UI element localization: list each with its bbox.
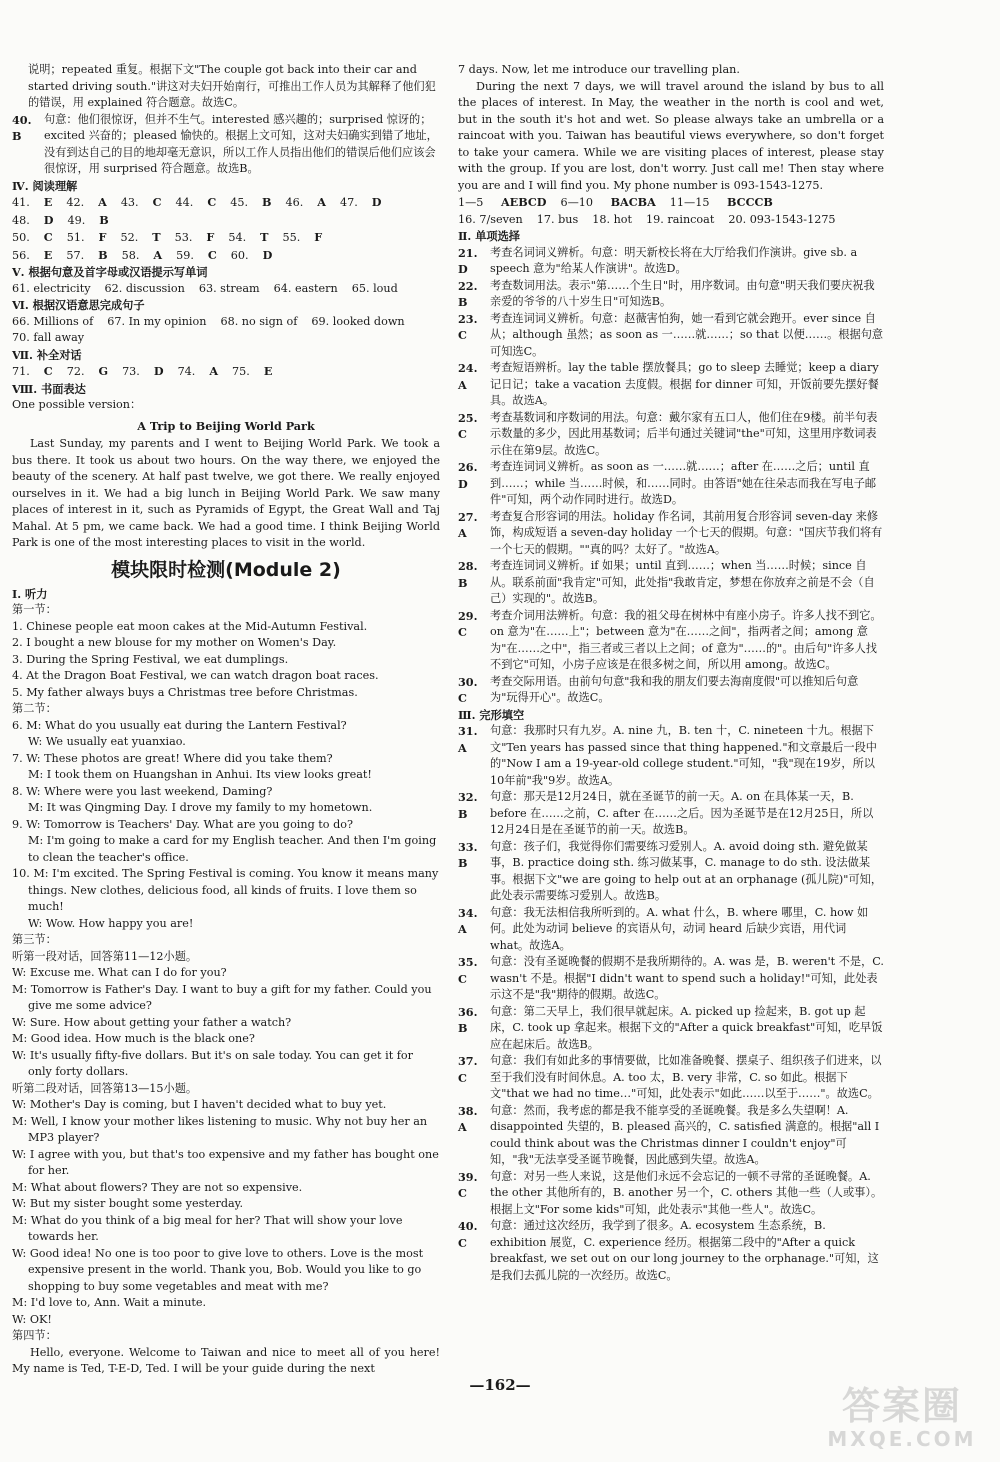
answer-item: 30. C 考查交际用语。由前句句意"我和我的朋友们要去海南度假"可以推知后句意为"玩得开心"。故选C。 bbox=[458, 674, 859, 705]
section-heading: Ⅲ. 完形填空 bbox=[458, 707, 525, 722]
section-heading: Ⅱ. 单项选择 bbox=[458, 229, 520, 243]
transcript-line: M: I'd love to, Ann. Wait a minute. bbox=[12, 1296, 207, 1309]
transcript-line: M: What about flowers? They are not so expensive. bbox=[12, 1180, 303, 1194]
transcript-line: 9. W: Tomorrow is Teachers' Day. What are you going to do? bbox=[12, 817, 353, 831]
transcript-line: W: Good idea! No one is too poor to give love to others. Love is the most expensive present in the world. Thank you, Bob. Would you like to go shopping to buy some vegetables and meat with me? bbox=[12, 1246, 424, 1293]
answer-item: 32. B 句意：那天是12月24日，就在圣诞节的前一天。A. on 在具体某一天，B. before 在……之前，C. after 在……之后。因为圣诞节是在12月25日，所以12月24日是在圣诞节的前一天。故选B。 bbox=[458, 790, 874, 836]
answer-item: 25. C 考查基数词和序数词的用法。句意：戴尔家有五口人，他们住在9楼。前半句表示数量的多少，因此用基数词；后半句通过关键词"the"可知，这里用序数词表示住在第9层。故选C。 bbox=[458, 410, 878, 457]
answer-row: 61. electricity 62. discussion 63. stream 64. eastern 65. loud bbox=[12, 281, 398, 295]
essay-body: Last Sunday, my parents and I went to Beijing World Park. We took a bus there. It took us about two hours. On the way there, we enjoyed the beauty of the scenery. At half past twelve, we got there. We really enjoyed ourselves in it. We had a big lunch in Beijing World Park. We saw many places of interest in it, such as Pyramids of Egypt, the Great Wall and Taj Mahal. At 5 pm, we came back. We had a good time. I think Beijing World Park is one of the most interesting places to visit in the world. bbox=[12, 437, 440, 549]
transcript-line: W: Wow. How happy you are! bbox=[28, 916, 194, 930]
section-heading: Ⅴ. 根据句意及首字母或汉语提示写单词 bbox=[12, 265, 208, 279]
section-heading: Ⅳ. 阅读理解 bbox=[12, 178, 78, 193]
transcript-line: W: Excuse me. What can I do for you? bbox=[12, 966, 227, 979]
transcript-line: W: OK! bbox=[12, 1312, 52, 1326]
transcript-line: 7. W: These photos are great! Where did you take them? bbox=[12, 751, 333, 765]
transcript-paragraph: During the next 7 days, we will travel around the island by bus to all the places of interest. In May, the weather in the north is cool and wet, but in the south it's hot and wet. So please always take an umbrella or a raincoat with you. Taiwan has beautiful views everywhere, so don't forget to take your camera. While we are visiting places of interest, please stay with the group. If you are lost, don't worry. Just call me! Then stay where you are and I will find you. My phone number is 093-1543-1275. bbox=[458, 79, 884, 192]
watermark-text: 答案圈 bbox=[841, 1384, 962, 1428]
right-column bbox=[458, 62, 884, 1284]
answer-item: 33. B 句意：孩子们，我觉得你们需要练习爱别人。A. avoid doing sth. 避免做某事，B. practice doing sth. 练习做某事，C. manage to do sth. 设法做某事。根据下文"we are going to help out at an orphanage (孤儿院)"可知，此处表示需要练习爱别人。故选B。 bbox=[458, 839, 883, 902]
part-heading: 第四节： bbox=[12, 1329, 57, 1342]
answer-item: 28. B 考查连词词义辨析。if 如果；until 直到……；when 当……时候；since 自从。联系前面"我肯定"可知，此处指"我敢肯定，梦想在你放弃之前是不会（自己）实现的"。故选B。 bbox=[458, 559, 875, 605]
transcript-line: M: Good idea. How much is the black one? bbox=[12, 1032, 255, 1045]
transcript-line: M: Tomorrow is Father's Day. I want to buy a gift for my father. Could you give me some advice? bbox=[12, 982, 432, 1012]
transcript-line: M: Well, I know your mother likes listening to music. Why not buy her an MP3 player? bbox=[12, 1114, 428, 1144]
answer-row: 1—5 AEBCD 6—10 BACBA 11—15 BCCCB bbox=[458, 195, 773, 209]
transcript-paragraph: 7 days. Now, let me introduce our travelling plan. bbox=[458, 63, 740, 76]
answer-item: 31. A 句意：我那时只有九岁。A. nine 九，B. ten 十，C. nineteen 十九。根据下文"Ten years has passed since that thing happened."和文章最后一段中的"Now I am a 19-year-old college student."可知，"我"现在19岁，所以10年前"我"9岁。故选A。 bbox=[458, 724, 877, 787]
transcript-line: W: It's usually fifty-five dollars. But it's on sale today. You can get it for only forty dollars. bbox=[12, 1048, 413, 1078]
answer-row: 66. Millions of 67. In my opinion 68. no sign of 69. looked down bbox=[12, 314, 405, 328]
answer-row: 71. C 72. G 73. D 74. A 75. E bbox=[12, 364, 273, 378]
transcript-line: 1. Chinese people eat moon cakes at the Mid-Autumn Festival. bbox=[12, 619, 368, 633]
answer-item: 27. A 考查复合形容词的用法。holiday 作名词，其前用复合形容词 seven-day 来修饰，构成短语 a seven-day holiday 一个七天的假期。句意："国庆节我们将有一个七天的假期。""真的吗？太好了。"故选A。 bbox=[458, 509, 883, 556]
transcript-line: W: We usually eat yuanxiao. bbox=[28, 735, 186, 748]
transcript-line: W: I agree with you, but that's too expensive and my father has bought one for her. bbox=[12, 1147, 439, 1177]
section-heading: Ⅰ. 听力 bbox=[12, 586, 48, 601]
answer-row: 70. fall away bbox=[12, 331, 85, 344]
answer-row: 16. 7/seven 17. bus 18. hot 19. raincoat 20. 093-1543-1275 bbox=[458, 212, 836, 226]
answer-item: 39. C 句意：对另一些人来说，这是他们永远不会忘记的一顿不寻常的圣诞晚餐。A. the other 其他所有的，B. another 另一个，C. others 其他一些（人或事）。根据上文"For some kids"可知，此处表示"其他一些人"。故选C。 bbox=[458, 1169, 883, 1216]
answer-continuation: 说明；repeated 重复。根据下文"The couple got back into their car and started driving south."讲这对夫妇开始南行，可推出工作人员为其解释了他们犯的错误，用 explained 符合题意。故选C。 bbox=[28, 63, 436, 109]
answer-row: 56. E 57. B 58. A 59. C 60. D bbox=[12, 247, 273, 262]
page-number: —162— bbox=[469, 1376, 531, 1394]
transcript-line: 3. During the Spring Festival, we eat dumplings. bbox=[12, 652, 289, 666]
answer-row: 41. E 42. A 43. C 44. C 45. B 46. A 47. D 48. D 49. B bbox=[12, 195, 382, 227]
transcript-line: M: I took them on Huangshan in Anhui. Its view looks great! bbox=[28, 768, 372, 781]
answer-number: 40. B bbox=[12, 112, 32, 143]
transcript-line: W: Mother's Day is coming, but I haven't decided what to buy yet. bbox=[12, 1098, 387, 1111]
part-heading: 第一节： bbox=[12, 603, 57, 616]
section-heading: Ⅷ. 书面表达 bbox=[12, 381, 86, 396]
answer-item: 37. C 句意：我们有如此多的事情要做，比如准备晚餐、摆桌子、组织孩子们进来，以至于我们没有时间休息。A. too 太，B. very 非常，C. so 如此。根据下文"that we had no time…"可知，此处表示"如此……以至于……"。故选C。 bbox=[458, 1054, 882, 1100]
answer-item: 23. C 考查连词词义辨析。句意：赵薇害怕狗，她一看到它就会跑开。ever since 自从；although 虽然；as soon as 一……就……；so that 以便……。根据句意可知选C。 bbox=[458, 311, 884, 358]
answer-item: 29. C 考查介词用法辨析。句意：我的祖父母在树林中有座小房子。许多人找不到它。on 意为"在……上"；between 意为"在……之间"，指两者之间；among 意为"在……之中"，指三者或三者以上之间；of 意为"……的"。由后句"许多人找不到它"可知，小房子应该是在很多树之间，所以用 among。故选C。 bbox=[458, 608, 882, 671]
answer-explanation: 句意：他们很惊讶，但并不生气。interested 感兴趣的；surprised 惊讶的；excited 兴奋的；pleased 愉快的。根据上文可知，这对夫妇确实到错了地址，没有到达自己的目的地却毫无意识，所以工作人员指出他们的错误后他们应该会很惊讶，用 surprised 符合题意。故选B。 bbox=[44, 112, 438, 175]
transcript-line: M: It was Qingming Day. I drove my family to my hometown. bbox=[28, 801, 373, 814]
transcript-line: 5. My father always buys a Christmas tree before Christmas. bbox=[12, 685, 358, 699]
section-heading: Ⅵ. 根据汉语意思完成句子 bbox=[12, 298, 145, 312]
watermark-url: MXQE.COM bbox=[827, 1427, 977, 1451]
answer-item: 22. B 考查数词用法。表示"第……个生日"时，用序数词。由句意"明天我们要庆祝我亲爱的爷爷的八十岁生日"可知选B。 bbox=[458, 278, 875, 309]
transcript-paragraph: Hello, everyone. Welcome to Taiwan and nice to meet all of you here! My name is Ted, T-E-D, Ted. I will be your guide during the next bbox=[12, 1345, 440, 1375]
answer-item: 34. A 句意：我无法相信我所听到的。A. what 什么，B. where 哪里，C. how 如何。此处为动词 believe 的宾语从句，动词 heard 后缺少宾语，用代词 what。故选A。 bbox=[458, 905, 869, 952]
left-column bbox=[12, 62, 440, 1378]
transcript-line: W: Sure. How about getting your father a watch? bbox=[12, 1015, 292, 1029]
section-heading: Ⅶ. 补全对话 bbox=[12, 347, 82, 362]
transcript-line: 8. W: Where were you last weekend, Daming? bbox=[12, 784, 273, 798]
transcript-line: 4. At the Dragon Boat Festival, we can watch dragon boat races. bbox=[12, 669, 379, 682]
answer-row: 50. C 51. F 52. T 53. F 54. T 55. F bbox=[12, 230, 323, 244]
dialogue-intro: 听第一段对话，回答第11—12小题。 bbox=[12, 949, 198, 963]
transcript-line: W: But my sister bought some yesterday. bbox=[12, 1197, 244, 1210]
watermark-logo bbox=[812, 1384, 992, 1454]
answer-item: 36. B 句意：第二天早上，我们很早就起床。A. picked up 捡起来，B. got up 起床，C. took up 拿起来。根据下文的"After a quick breakfast"可知，吃早饭应在起床后。故选B。 bbox=[458, 1004, 883, 1051]
part-heading: 第三节： bbox=[12, 933, 57, 946]
transcript-line: M: I'm going to make a card for my English teacher. And then I'm going to clean the teacher's office. bbox=[28, 834, 437, 864]
answer-item bbox=[12, 112, 440, 178]
answer-item: 38. A 句意：然而，我考虑的都是我不能享受的圣诞晚餐。我是多么失望啊！A. disappointed 失望的，B. pleased 高兴的，C. satisfied 满意的。根据"all I could think about was the Christmas dinner I couldn't enjoy"可知，"我"无法享受圣诞节晚餐，因此感到失望。故选A。 bbox=[458, 1103, 880, 1166]
dialogue-intro: 听第二段对话，回答第13—15小题。 bbox=[12, 1081, 198, 1095]
answer-item: 35. C 句意：没有圣诞晚餐的假期不是我所期待的。A. was 是，B. weren't 不是，C. wasn't 不是。根据"I didn't want to spend such a holiday!"可知，此处表示这不是"我"期待的假期。故选C。 bbox=[458, 955, 884, 1001]
module-title: 模块限时检测(Module 2) bbox=[111, 558, 341, 581]
answer-item: 24. A 考查短语辨析。lay the table 摆放餐具；go to sleep 去睡觉；keep a diary 记日记；take a vacation 去度假。根据 for dinner 可知，开饭前要先摆好餐具。故选A。 bbox=[458, 361, 879, 407]
essay-intro: One possible version： bbox=[12, 398, 142, 411]
answer-item: 40. C 句意：通过这次经历，我学到了很多。A. ecosystem 生态系统，B. exhibition 展览，C. experience 经历。根据第二段中的"After a quick breakfast, we set out on our long journey to the orphanage."可知，这是我们去孤儿院的一次经历。故选C。 bbox=[458, 1219, 879, 1282]
transcript-line: 10. M: I'm excited. The Spring Festival is coming. You know it means many things. New clothes, delicious food, all kinds of fruits. I love them so much! bbox=[12, 867, 439, 913]
essay-title: A Trip to Beijing World Park bbox=[137, 418, 315, 433]
transcript-line: M: What do you think of a big meal for her? That will show your love towards her. bbox=[12, 1213, 403, 1243]
part-heading: 第二节： bbox=[12, 702, 57, 715]
transcript-line: 2. I bought a new blouse for my mother on Women's Day. bbox=[12, 636, 337, 649]
answer-item: 26. D 考查连词词义辨析。as soon as 一……就……；after 在……之后；until 直到……；while 当……时候，和……同时。由答语"她在往朵志而我在写电子邮件"可知，两个动作同时进行。故选D。 bbox=[458, 460, 877, 506]
answer-item: 21. D 考查名词词义辨析。句意：明天新校长将在大厅给我们作演讲。give sb. a speech 意为"给某人作演讲"。故选D。 bbox=[458, 245, 858, 276]
transcript-line: 6. M: What do you usually eat during the Lantern Festival? bbox=[12, 718, 347, 732]
